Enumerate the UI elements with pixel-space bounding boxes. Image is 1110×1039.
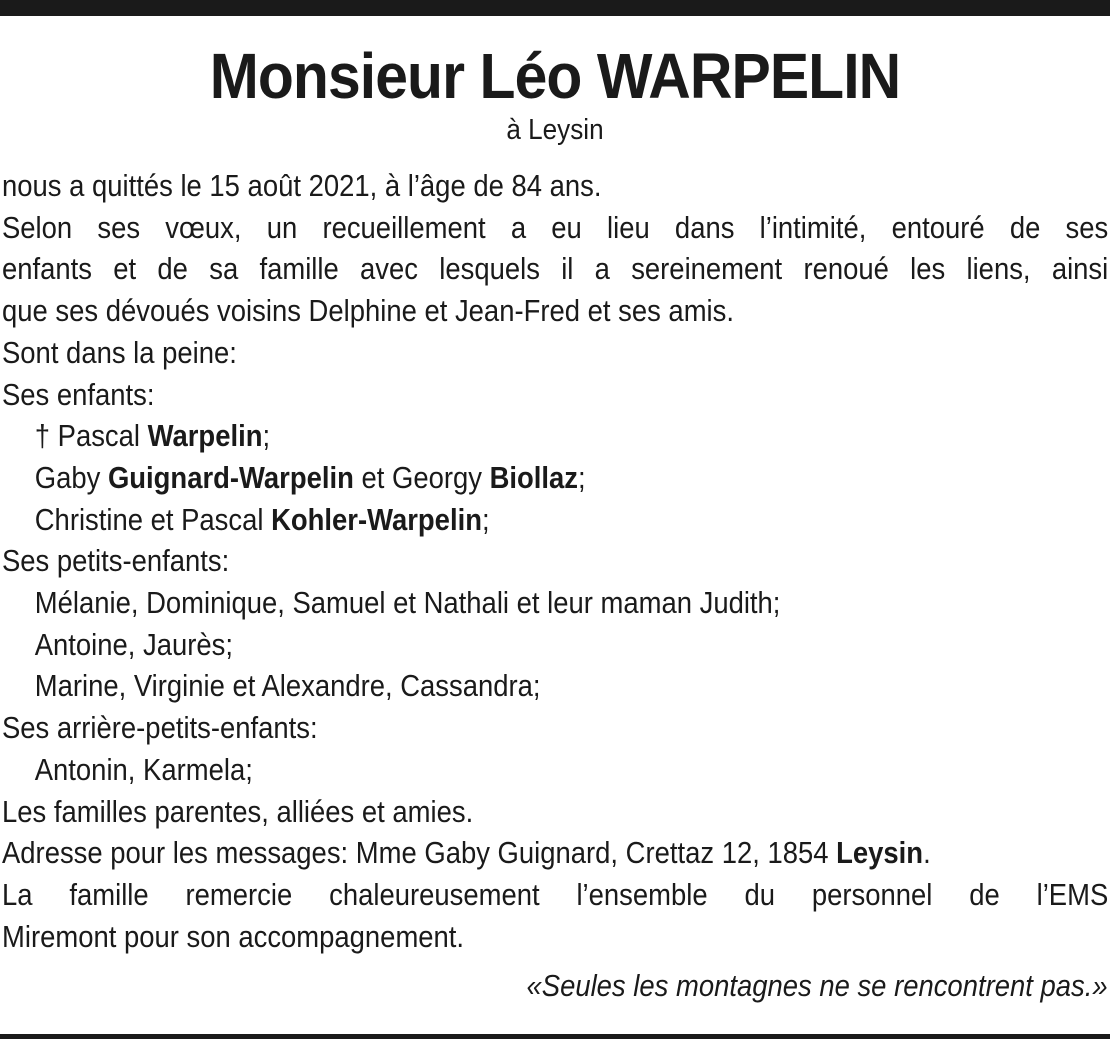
bottom-border-rule bbox=[0, 1034, 1110, 1039]
thanks-line-2: Miremont pour son accompagnement. bbox=[2, 918, 465, 954]
grandchildren-line: Mélanie, Dominique, Samuel et Nathali et leur maman Judith; bbox=[34, 585, 781, 621]
children-heading: Ses enfants: bbox=[2, 376, 155, 412]
child-line-3 bbox=[2, 499, 1110, 541]
punctuation: ; bbox=[262, 418, 271, 454]
notice-body bbox=[2, 165, 1108, 957]
wishes-line-3: que ses dévoués voisins Delphine et Jean-Fred et ses amis. bbox=[2, 293, 734, 329]
cross-icon: † bbox=[34, 418, 51, 454]
child-first-name: Pascal bbox=[57, 418, 148, 454]
child-first-name: Christine et Pascal bbox=[34, 501, 272, 537]
punctuation: ; bbox=[481, 501, 490, 537]
partner-last-name: Biollaz bbox=[489, 459, 578, 495]
child-last-name: Kohler-Warpelin bbox=[271, 501, 482, 537]
address-city: Leysin bbox=[836, 835, 924, 871]
great-grandchildren-line: Antonin, Karmela; bbox=[34, 751, 253, 787]
punctuation: . bbox=[923, 835, 931, 871]
closing-quote: «Seules les montagnes ne se rencontrent pas.» bbox=[526, 968, 1108, 1003]
thanks-line-1: La famille remercie chaleureusement l’ensemble du personnel de l’EMS bbox=[2, 876, 1109, 912]
address-line bbox=[2, 832, 1108, 874]
mourning-heading: Sont dans la peine: bbox=[2, 334, 237, 370]
child-last-name: Warpelin bbox=[147, 418, 263, 454]
families-line: Les familles parentes, alliées et amies. bbox=[2, 793, 474, 829]
child-line-2 bbox=[2, 457, 1110, 499]
wishes-line-2: enfants et de sa famille avec lesquels il a sereinement renoué les liens, ainsi bbox=[2, 251, 1109, 287]
child-connector: et Georgy bbox=[353, 459, 490, 495]
top-border-rule bbox=[0, 0, 1110, 16]
punctuation: ; bbox=[577, 459, 586, 495]
great-grandchildren-heading: Ses arrière-petits-enfants: bbox=[2, 710, 318, 746]
grandchildren-heading: Ses petits-enfants: bbox=[2, 543, 230, 579]
intro-line: nous a quittés le 15 août 2021, à l’âge de 84 ans. bbox=[2, 168, 602, 203]
grandchildren-line: Marine, Virginie et Alexandre, Cassandra; bbox=[34, 668, 541, 704]
child-last-name: Guignard-Warpelin bbox=[107, 459, 354, 495]
deceased-place: à Leysin bbox=[506, 114, 604, 146]
child-first-name: Gaby bbox=[34, 459, 108, 495]
wishes-line-1: Selon ses vœux, un recueillement a eu lieu dans l’intimité, entouré de ses bbox=[2, 209, 1109, 245]
deceased-name: Monsieur Léo WARPELIN bbox=[209, 40, 901, 112]
grandchildren-line: Antoine, Jaurès; bbox=[34, 626, 234, 662]
child-line-1 bbox=[2, 415, 1110, 457]
address-text: Adresse pour les messages: Mme Gaby Guignard, Crettaz 12, 1854 bbox=[2, 835, 837, 871]
